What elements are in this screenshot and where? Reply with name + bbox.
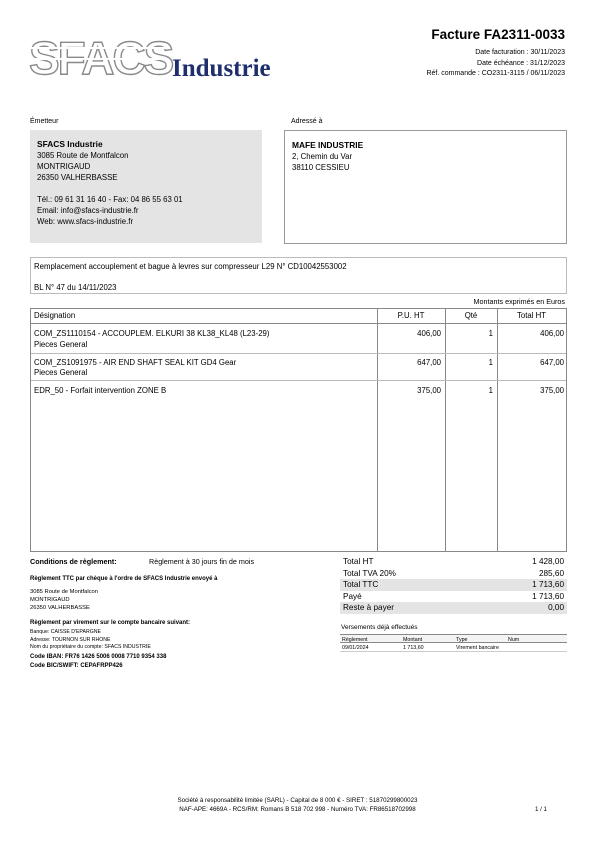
iban-code: Code IBAN: FR76 1426 5006 0008 7710 9354 338	[30, 654, 167, 660]
bic-code: Code BIC/SWIFT: CEPAFRPP426	[30, 662, 123, 669]
bank-details	[30, 629, 151, 652]
footer-line1: Société à responsabilité limitée (SARL) - Capital de 8 000 € - SIRET : 51870299800023	[177, 797, 418, 804]
invoice-meta	[426, 48, 565, 80]
virement-title: Règlement par virement sur le compte bancaire suivant:	[30, 620, 191, 626]
subject-box	[30, 257, 567, 294]
emitter-address3: 26350 VALHERBASSE	[37, 173, 118, 182]
row2-qty: 1	[488, 358, 493, 367]
payments-header-montant: Montant	[403, 636, 423, 643]
row2-total: 647,00	[540, 358, 564, 367]
paid-label: Payé	[343, 591, 362, 601]
emitter-address1: 3085 Route de Montfalcon	[37, 151, 129, 160]
cheque-address3: 26350 VALHERBASSE	[30, 605, 90, 611]
delivery-note: BL N° 47 du 14/11/2023	[34, 283, 117, 292]
row1-qty: 1	[488, 329, 493, 338]
row1-designation: COM_ZS1110154 - ACCOUPLEM. ELKURI 38 KL38_KL48 (L23-29)	[34, 329, 270, 338]
payments-header	[340, 634, 567, 643]
bank-address: Adresse: TOURNON SUR RHONE	[30, 636, 111, 643]
payment-date: 09/01/2024	[342, 644, 369, 651]
recipient-address2: 38110 CESSIEU	[292, 163, 350, 172]
ref-commande: Réf. commande : CO2311-3115 / 06/11/2023	[426, 70, 565, 77]
recipient-label: Adressé à	[291, 118, 323, 125]
row1-total: 406,00	[540, 329, 564, 338]
row1-category: Pieces General	[34, 340, 88, 349]
emitter-name: SFACS Industrie	[37, 139, 103, 149]
total-ht-row	[340, 556, 567, 568]
remaining-label: Reste à payer	[343, 603, 394, 612]
items-table	[30, 308, 567, 552]
emitter-box	[30, 130, 262, 243]
payment-conditions	[30, 557, 255, 566]
conditions-value: Règlement à 30 jours fin de mois	[149, 557, 255, 566]
emitter-label: Émetteur	[30, 118, 59, 125]
total-ttc-row	[340, 579, 567, 591]
payments-header-num: Num	[508, 636, 520, 643]
sfacs-logo-graphic	[29, 34, 289, 84]
paid-value: 1 713,60	[532, 591, 564, 601]
header-qty: Qté	[464, 311, 478, 320]
emitter-phone: Tél.: 09 61 31 16 40 - Fax: 04 86 55 63 01	[37, 195, 183, 204]
recipient-address1: 2, Chemin du Var	[292, 152, 353, 161]
company-logo	[29, 34, 289, 84]
remaining-value: 0,00	[548, 603, 564, 612]
total-ttc-value: 1 713,60	[532, 580, 564, 589]
legal-footer	[0, 797, 595, 814]
total-tva-row	[340, 568, 567, 580]
payment-row	[340, 643, 567, 652]
remaining-row	[340, 602, 567, 614]
conditions-label: Conditions de règlement:	[30, 557, 117, 566]
date-facturation: Date facturation : 30/11/2023	[475, 49, 565, 56]
payments-header-type: Type	[456, 636, 468, 643]
row3-total: 375,00	[540, 386, 564, 395]
logo-subtitle: Industrie	[172, 55, 271, 82]
subject-line: Remplacement accouplement et bague à levres sur compresseur L29 N° CD10042553002	[34, 262, 347, 271]
payments-title: Versements déjà effectués	[341, 624, 418, 631]
paid-row	[340, 591, 567, 603]
header-total: Total HT	[516, 311, 547, 320]
payment-amount: 1 713,60	[403, 644, 424, 651]
cheque-address1: 3085 Route de Montfalcon	[30, 589, 99, 595]
header-pu: P.U. HT	[397, 311, 425, 320]
total-ht-label: Total HT	[343, 557, 374, 566]
cheque-address	[30, 588, 98, 612]
payments-header-reglement: Règlement	[342, 636, 368, 643]
row1-pu: 406,00	[417, 329, 441, 338]
payment-type: Virement bancaire	[456, 644, 499, 651]
logo-brand: SFACS	[29, 34, 173, 84]
recipient-name: MAFE INDUSTRIE	[292, 140, 364, 150]
bank-name: Banque: CAISSE D'EPARGNE	[30, 629, 101, 635]
currency-note: Montants exprimés en Euros	[473, 297, 565, 306]
row2-pu: 647,00	[417, 358, 441, 367]
row3-qty: 1	[488, 386, 493, 395]
account-owner: Nom du propriétaire du compte: SFACS INDUSTRIE	[30, 644, 151, 650]
date-echeance: Date échéance : 31/12/2023	[477, 59, 565, 67]
row2-category: Pieces General	[34, 368, 88, 377]
header-designation: Désignation	[34, 311, 76, 320]
row3-designation: EDR_50 - Forfait intervention ZONE B	[34, 386, 167, 395]
total-ht-value: 1 428,00	[532, 557, 564, 566]
row3-pu: 375,00	[417, 386, 441, 395]
total-tva-label: Total TVA 20%	[343, 568, 396, 578]
total-tva-value: 285,60	[538, 568, 564, 578]
total-ttc-label: Total TTC	[343, 580, 379, 589]
payments-table	[340, 634, 567, 652]
bank-codes	[30, 653, 166, 670]
invoice-title: Facture FA2311-0033	[431, 27, 565, 42]
totals-block	[340, 556, 567, 614]
emitter-email[interactable]: Email: info@sfacs-industrie.fr	[37, 206, 139, 215]
emitter-address2: MONTRIGAUD	[37, 162, 91, 171]
recipient-box	[284, 130, 567, 244]
cheque-address2: MONTRIGAUD	[30, 597, 70, 603]
page-number: 1 / 1	[534, 806, 547, 813]
cheque-title: Règlement TTC par chèque à l'ordre de SFACS Industrie envoyé à	[30, 576, 218, 582]
footer-line2: NAF-APE: 4669A - RCS/RM: Romans B 518 702 998 - Numéro TVA: FR86518702998	[179, 805, 416, 813]
emitter-web[interactable]: Web: www.sfacs-industrie.fr	[37, 217, 134, 226]
row2-designation: COM_ZS1091975 - AIR END SHAFT SEAL KIT GD4 Gear	[34, 358, 237, 367]
